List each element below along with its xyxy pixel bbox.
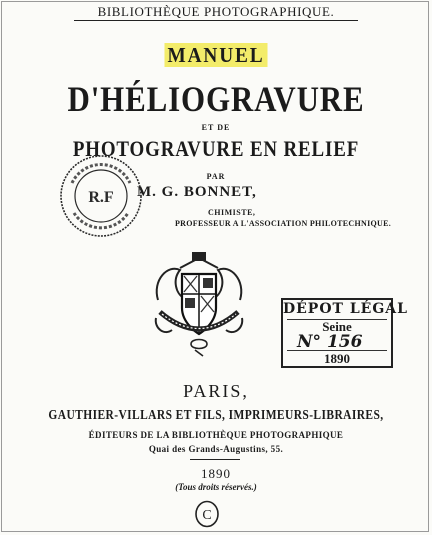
rights-notice: (Tous droits réservés.) <box>175 482 257 492</box>
top-rule <box>74 20 358 21</box>
title-line-2: D'HÉLIOGRAVURE <box>67 79 365 119</box>
author-name: M. G. BONNET, <box>137 184 257 200</box>
legal-deposit-stamp <box>281 298 409 368</box>
copyright-icon <box>194 500 220 528</box>
bottom-rule <box>190 459 240 460</box>
publisher-address: Quai des Grands-Augustins, 55. <box>148 444 284 454</box>
publication-year: 1890 <box>201 466 231 481</box>
library-stamp-icon <box>58 153 144 239</box>
publisher-name: GAUTHIER-VILLARS ET FILS, IMPRIMEURS-LIBRAIRES, <box>48 408 384 423</box>
publisher-emblem-icon <box>150 250 248 358</box>
author-role-1: CHIMISTE, <box>208 208 256 217</box>
by-label: PAR <box>206 172 226 181</box>
library-stamp-initials: R.F <box>88 189 114 206</box>
depot-stamp-heading: DÉPOT LÉGAL <box>283 301 409 317</box>
title-conjunction: ET DE <box>201 123 231 132</box>
depot-stamp-department: Seine <box>322 319 352 334</box>
title-line-3: PHOTOGRAVURE EN RELIEF <box>72 136 360 161</box>
series-title: BIBLIOTHÈQUE PHOTOGRAPHIQUE. <box>97 4 335 19</box>
publication-city: PARIS, <box>183 381 249 401</box>
highlighted-title-word: MANUEL <box>165 43 267 67</box>
author-role-2: PROFESSEUR A L'ASSOCIATION PHILOTECHNIQUE. <box>175 219 392 228</box>
depot-stamp-number: N° 156 <box>297 332 363 352</box>
depot-stamp-year: 1890 <box>324 351 350 366</box>
publisher-subtitle: ÉDITEURS DE LA BIBLIOTHÈQUE PHOTOGRAPHIQUE <box>88 430 344 440</box>
title-line-1 <box>17 43 414 68</box>
copyright-letter: C <box>202 508 212 523</box>
